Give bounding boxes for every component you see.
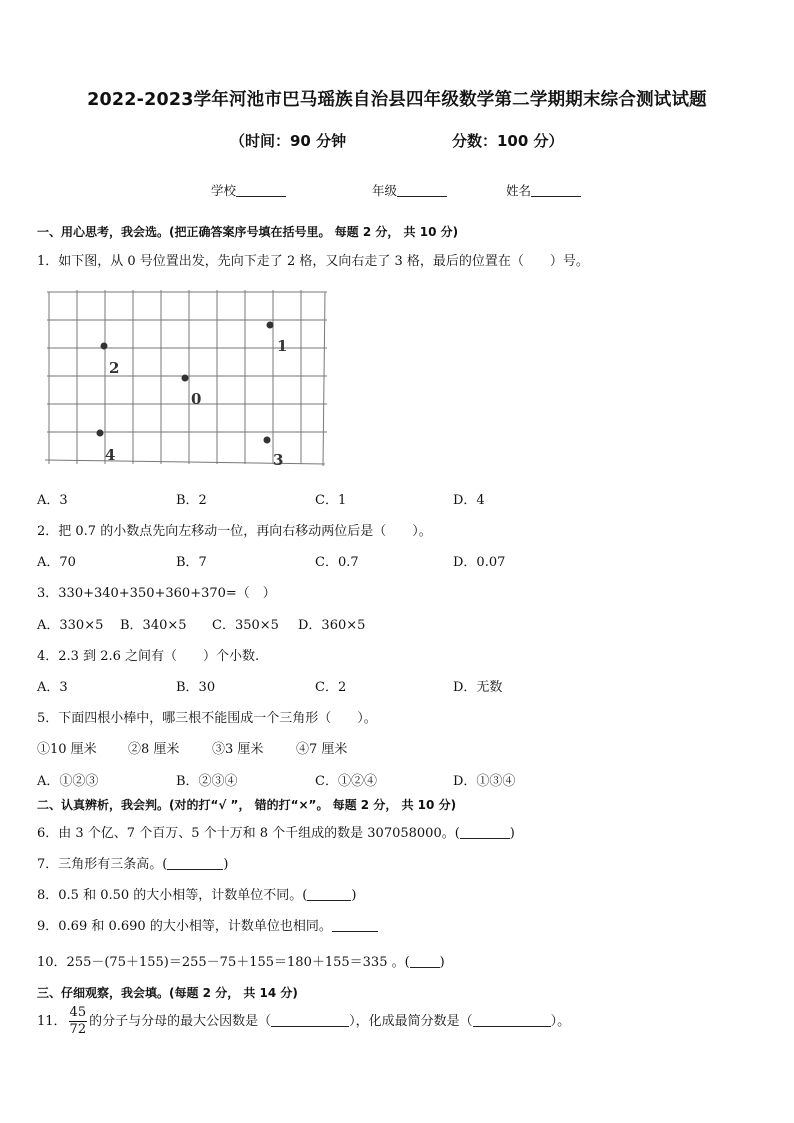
time-label: （时间：90 分钟: [230, 132, 347, 150]
point-1-dot: [267, 322, 274, 329]
q1-option-a: A．3: [37, 493, 68, 508]
q5-option-b: B．②③④: [176, 774, 238, 789]
close-paren: ): [509, 826, 515, 841]
fraction-numerator: 45: [69, 1005, 87, 1020]
question-4: 4．2.3 到 2.6 之间有（ ）个小数.: [37, 649, 260, 664]
grade-field: [372, 181, 447, 199]
point-0-dot: [182, 375, 189, 382]
point-0-label: 0: [191, 390, 202, 408]
question-7: [37, 853, 228, 872]
question-11-text-1: 的分子与分母的最大公因数是（: [89, 1014, 272, 1029]
point-4-label: 4: [105, 446, 116, 464]
stick-2: ②8 厘米: [128, 742, 180, 757]
answer-blank-7[interactable]: [167, 856, 223, 870]
q5-option-d: D．①③④: [453, 774, 516, 789]
question-8: [37, 884, 356, 903]
q3-option-c: C．350×5: [212, 618, 279, 633]
school-field: [211, 181, 286, 199]
score-label: 分数：100 分）: [452, 132, 564, 150]
q1-option-d: D．4: [453, 493, 485, 508]
fraction-denominator: 72: [69, 1022, 87, 1037]
q4-option-b: B．30: [176, 680, 216, 695]
point-1-label: 1: [277, 337, 288, 355]
question-11: [37, 1005, 570, 1038]
q2-option-a: A．70: [37, 555, 76, 570]
name-label: 姓名: [506, 183, 532, 198]
question-11-number: 11．: [37, 1014, 67, 1029]
q4-option-a: A．3: [37, 680, 68, 695]
close-paren: ): [439, 955, 445, 970]
grid-figure: [43, 288, 329, 468]
q5-option-c: C．①②④: [315, 774, 377, 789]
q1-option-b: B．2: [176, 493, 207, 508]
question-1: 1．如下图，从 0 号位置出发，先向下走了 2 格，又向右走了 3 格，最后的位置在（ ）号。: [37, 254, 589, 269]
page-title: 2022-2023学年河池市巴马瑶族自治县四年级数学第二学期期末综合测试试题: [87, 90, 707, 110]
name-field: [506, 181, 581, 199]
point-2-label: 2: [109, 359, 120, 377]
q3-option-d: D．360×5: [298, 618, 366, 633]
answer-blank-9[interactable]: [332, 918, 378, 932]
question-6: [37, 822, 515, 841]
school-label: 学校: [211, 183, 237, 198]
question-10-text: 10．255－(75＋155)＝255－75＋155＝180＋155＝335 。(: [37, 955, 410, 970]
question-9-text: 9．0.69 和 0.690 的大小相等，计数单位也相同。: [37, 919, 332, 934]
question-11-text-2: ），化成最简分数是（: [349, 1014, 473, 1029]
name-blank: [531, 182, 581, 197]
q2-option-d: D．0.07: [453, 555, 506, 570]
q2-option-c: C．0.7: [315, 555, 359, 570]
fraction-45-72: [69, 1005, 88, 1038]
answer-blank-8[interactable]: [307, 887, 351, 901]
question-8-text: 8．0.5 和 0.50 的大小相等，计数单位不同。(: [37, 888, 308, 903]
school-blank: [236, 182, 286, 197]
close-paren: ): [351, 888, 357, 903]
stick-3: ③3 厘米: [212, 742, 264, 757]
question-6-text: 6．由 3 个亿、7 个百万、5 个十万和 8 个千组成的数是 307058000。(: [37, 826, 460, 841]
section2-heading: 二、认真辨析，我会判。(对的打“√ ”， 错的打“×”。 每题 2 分， 共 10 分): [37, 798, 457, 812]
q3-option-b: B．340×5: [120, 618, 187, 633]
question-2: 2．把 0.7 的小数点先向左移动一位，再向右移动两位后是（ ）。: [37, 524, 432, 539]
grade-blank: [397, 182, 447, 197]
answer-blank-10[interactable]: [410, 954, 440, 968]
q5-option-a: A．①②③: [37, 774, 99, 789]
q4-option-c: C．2: [315, 680, 347, 695]
q4-option-d: D．无数: [453, 680, 503, 695]
stick-4: ④7 厘米: [296, 742, 348, 757]
q2-option-b: B．7: [176, 555, 207, 570]
question-11-text-3: ）。: [550, 1014, 571, 1029]
point-3-dot: [264, 437, 271, 444]
q1-option-c: C．1: [315, 493, 347, 508]
answer-blank-11a[interactable]: [271, 1013, 349, 1027]
point-3-label: 3: [273, 451, 284, 468]
question-5: 5．下面四根小棒中，哪三根不能围成一个三角形（ ）。: [37, 711, 377, 726]
section1-heading: 一、用心思考，我会选。(把正确答案序号填在括号里。 每题 2 分， 共 10 分): [37, 225, 459, 239]
point-4-dot: [97, 430, 104, 437]
question-7-text: 7．三角形有三条高。(: [37, 857, 168, 872]
question-9: [37, 915, 378, 934]
section3-heading: 三、仔细观察，我会填。(每题 2 分， 共 14 分): [37, 986, 298, 1000]
stick-1: ①10 厘米: [37, 742, 97, 757]
answer-blank-11b[interactable]: [473, 1013, 551, 1027]
grade-label: 年级: [372, 183, 398, 198]
answer-blank-6[interactable]: [460, 825, 510, 839]
close-paren: ): [223, 857, 229, 872]
question-10: [37, 951, 445, 970]
point-2-dot: [101, 343, 108, 350]
q3-option-a: A．330×5: [37, 618, 104, 633]
question-3: 3．330+340+350+360+370=（ ）: [37, 586, 276, 601]
